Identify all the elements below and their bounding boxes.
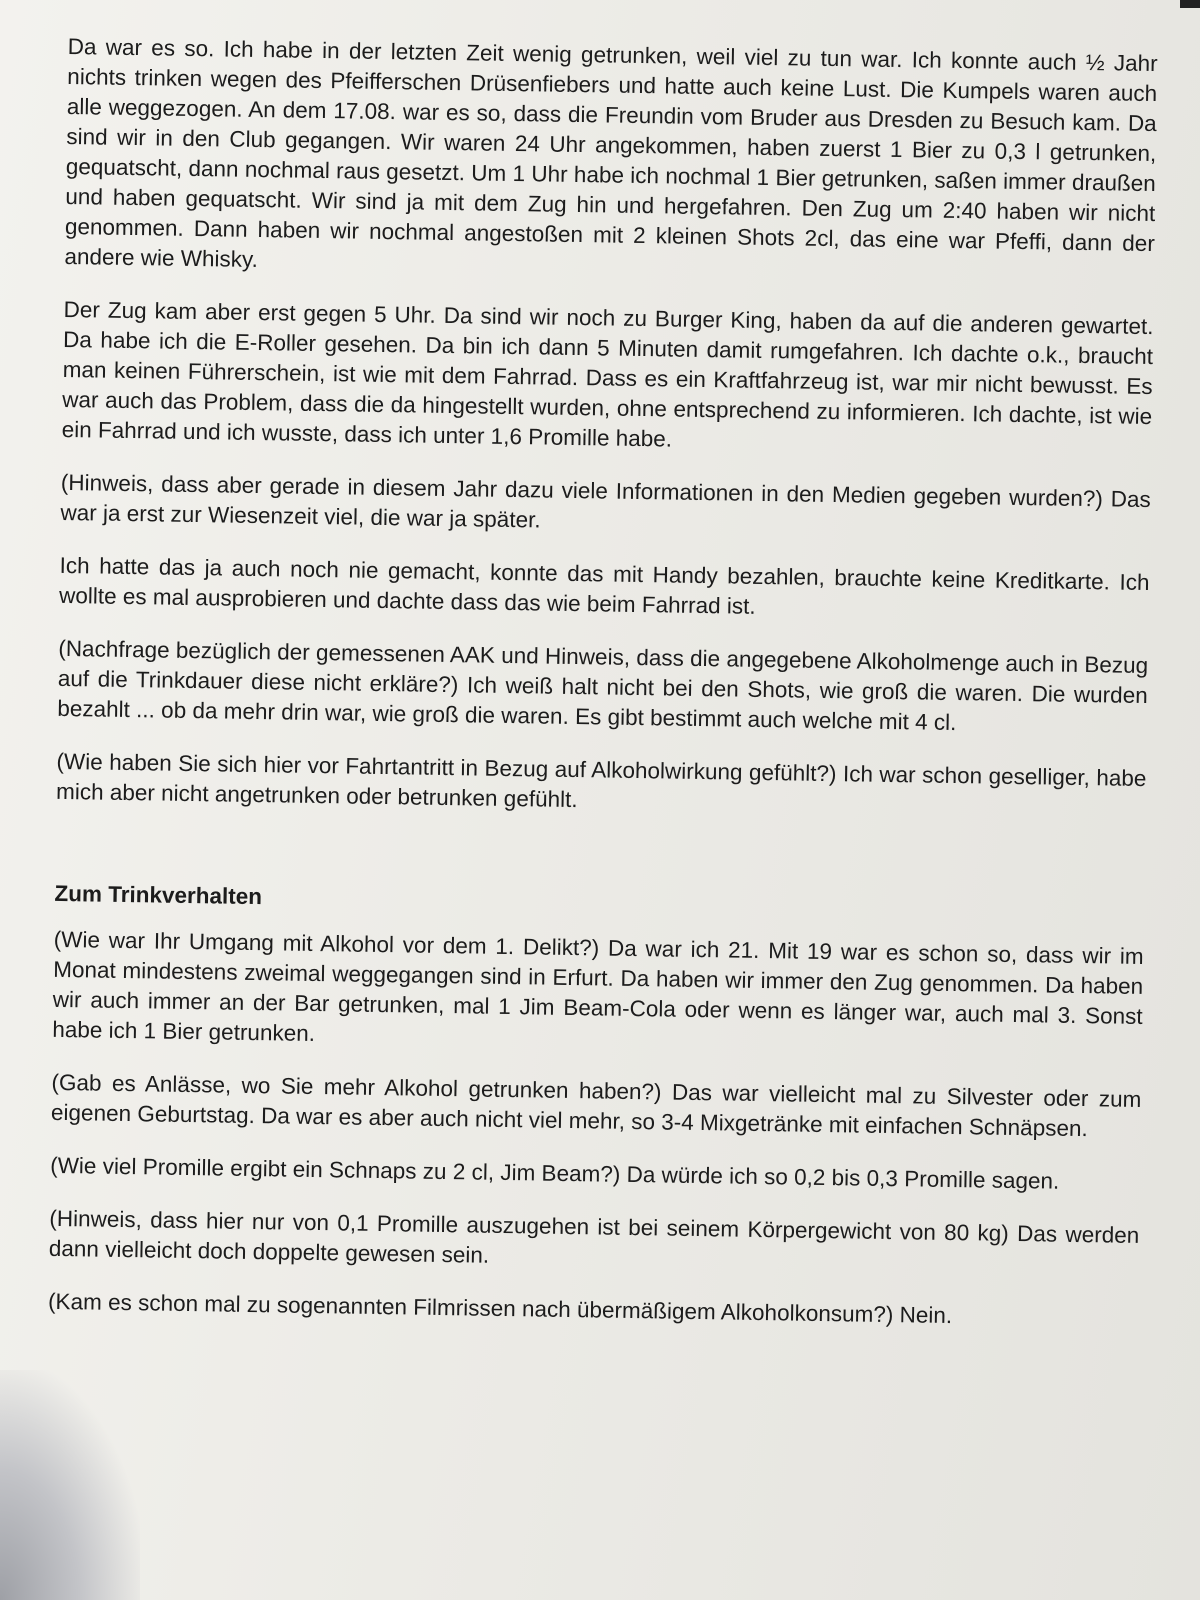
- paragraph-6: (Wie haben Sie sich hier vor Fahrtantritt in Bezug auf Alkoholwirkung gefühlt?) Ich war schon geselliger, habe mich aber nicht angetrunken oder betrunken gefühlt.: [55, 748, 1147, 813]
- paragraph-2: Der Zug kam aber erst gegen 5 Uhr. Da sind wir noch zu Burger King, haben da auf die anderen gewartet. Da habe ich die E-Roller gesehen. Da bin ich dann 5 Minuten damit rumgefahren. Ich dachte o.k., braucht man keinen Führerschein, ist wie mit dem Fahrrad. Dass es ein Kraftfahrzeug ist, war mir nicht bewusst. Es war auch das Problem, dass die da hingestellt wurden, ohne entsprechend zu informieren. Ich dachte, ist wie ein Fahrrad und ich wusste, dass ich unter 1,6 Promille habe.: [61, 296, 1154, 452]
- paragraph-10: (Hinweis, dass hier nur von 0,1 Promille auszugehen ist bei seinem Körpergewicht von 80 kg) Das werden dann vielleicht doch doppelte gewesen sein.: [48, 1205, 1140, 1268]
- finger-shadow: [0, 1370, 140, 1600]
- paragraph-1: Da war es so. Ich habe in der letzten Zeit wenig getrunken, weil viel zu tun war. Ich konnte auch ½ Jahr nichts trinken wegen des Pfeifferschen Drüsenfiebers und hatte auch keine Lust. Die Kumpels waren auch alle weggezogen. An dem 17.08. war es so, dass die Freundin vom Bruder aus Dresden zu Besuch kam. Da sind wir in den Club gegangen. Wir waren 24 Uhr angekommen, haben zuerst 1 Bier zu 0,3 l getrunken, gequatscht, dann nochmal raus gesetzt. Um 1 Uhr habe ich nochmal 1 Bier getrunken, saßen immer draußen und haben gequatscht. Wir sind ja mit dem Zug hin und hergefahren. Den Zug um 2:40 haben wir nicht genommen. Dann haben wir nochmal angestoßen mit 2 kleinen Shots 2cl, das eine war Pfeffi, dann der andere wie Whisky.: [64, 33, 1158, 273]
- paragraph-11: (Kam es schon mal zu sogenannten Filmrissen nach übermäßigem Alkoholkonsum?) Nein.: [47, 1288, 953, 1329]
- paragraph-4: Ich hatte das ja auch noch nie gemacht, konnte das mit Handy bezahlen, brauchte keine Kreditkarte. Ich wollte es mal ausprobieren und dachte dass das wie beim Fahrrad ist.: [58, 552, 1150, 619]
- document-page: [47, 32, 1157, 1357]
- paragraph-7: (Wie war Ihr Umgang mit Alkohol vor dem 1. Delikt?) Da war ich 21. Mit 19 war es schon so, dass wir im Monat mindestens zweimal weggegangen sind in Erfurt. Da haben wir immer den Zug genommen. Da haben wir auch immer an der Bar getrunken, mal 1 Jim Beam-Cola oder wenn es länger war, auch mal 3. Sonst habe ich 1 Bier getrunken.: [52, 926, 1144, 1047]
- paragraph-5: (Nachfrage bezüglich der gemessenen AAK und Hinweis, dass die angegebene Alkoholmenge auch in Bezug auf die Trinkdauer diese nicht erkläre?) Ich weiß halt nicht bei den Shots, wie groß die waren. Die wurden bezahlt ... ob da mehr drin war, wie groß die waren. Es gibt bestimmt auch welche mit 4 cl.: [57, 635, 1149, 736]
- paragraph-9: (Wie viel Promille ergibt ein Schnaps zu 2 cl, Jim Beam?) Da würde ich so 0,2 bis 0,3 Promille sagen.: [49, 1152, 1060, 1194]
- paragraph-8: (Gab es Anlässe, wo Sie mehr Alkohol getrunken haben?) Das war vielleicht mal zu Silvester oder zum eigenen Geburtstag. Da war es aber auch nicht viel mehr, so 3-4 Mixgetränke mit einfachen Schnäpsen.: [50, 1069, 1142, 1142]
- section-heading: Zum Trinkverhalten: [54, 880, 263, 910]
- paragraph-3: (Hinweis, dass aber gerade in diesem Jahr dazu viele Informationen in den Medien gegeben wurden?) Das war ja erst zur Wiesenzeit viel, die war ja später.: [60, 469, 1151, 533]
- page-corner-mark: [1180, 0, 1200, 8]
